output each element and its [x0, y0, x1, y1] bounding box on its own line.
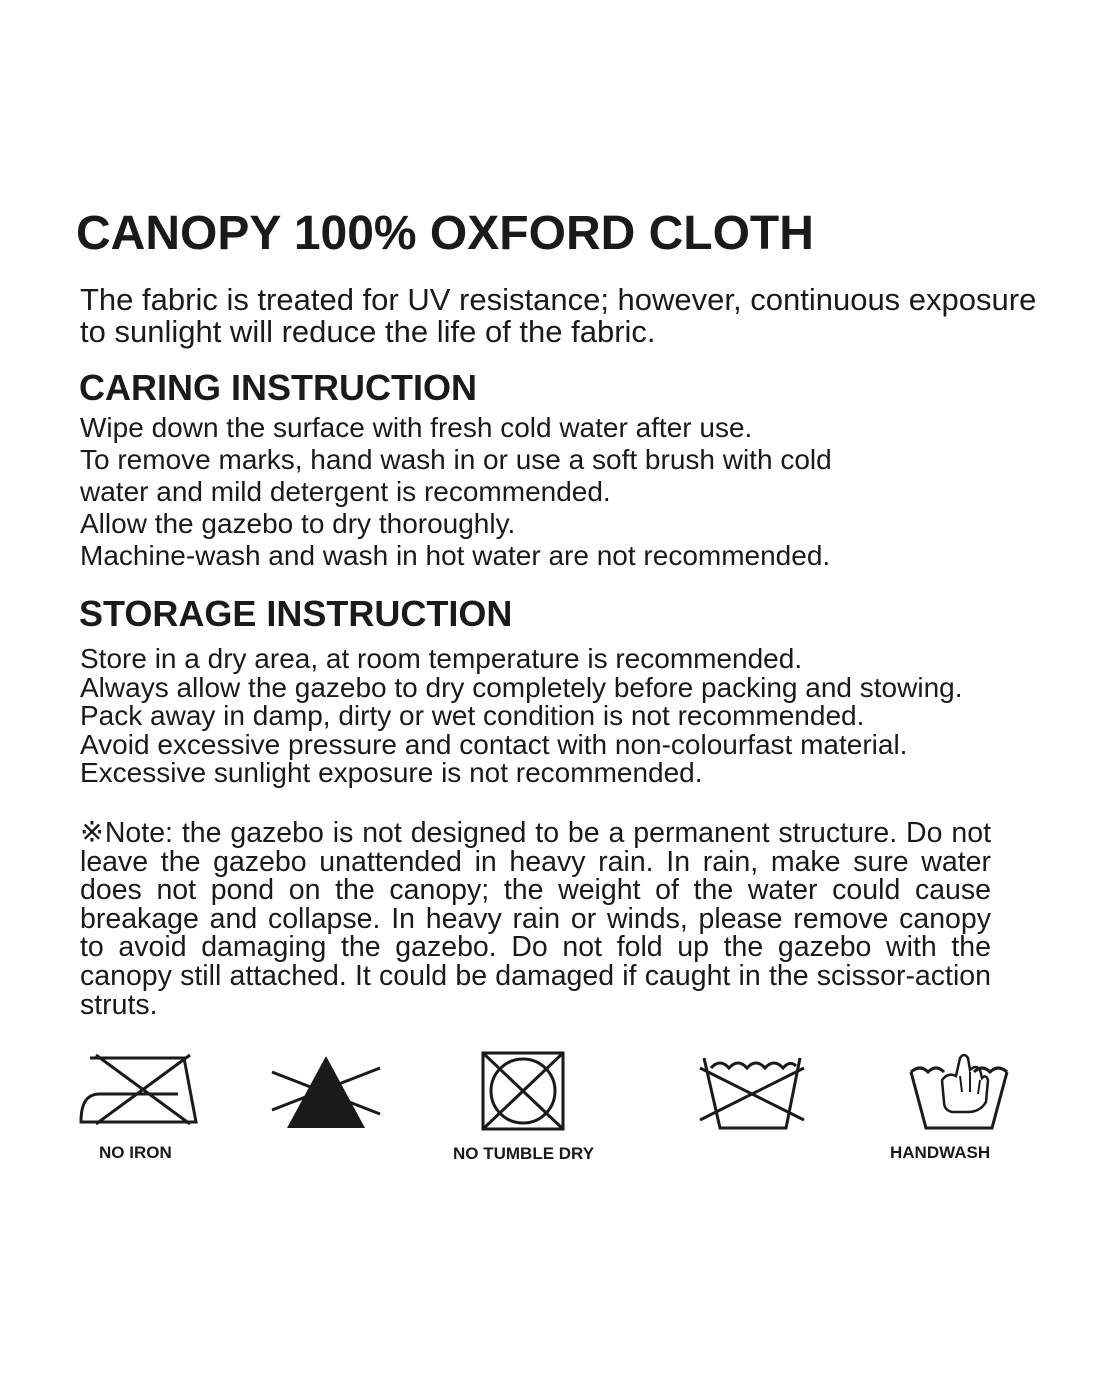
page-title: CANOPY 100% OXFORD CLOTH [76, 207, 814, 260]
handwash-icon [908, 1050, 1010, 1132]
storage-line: Excessive sunlight exposure is not recommended. [80, 757, 703, 789]
intro-paragraph: The fabric is treated for UV resistance; however, continuous exposure to sunlight will reduce the life of the fabric. [80, 282, 1037, 349]
caring-line: To remove marks, hand wash in or use a soft brush with cold [80, 444, 832, 475]
storage-instructions [80, 645, 963, 788]
no-machine-wash-icon [698, 1052, 806, 1132]
caring-line: Wipe down the surface with fresh cold water after use. [80, 412, 753, 443]
no-tumble-dry-label: NO TUMBLE DRY [453, 1144, 595, 1163]
caring-instructions [80, 412, 832, 572]
handwash-label: HANDWASH [890, 1143, 991, 1162]
no-bleach-icon [270, 1052, 382, 1130]
note-paragraph: ※Note: the gazebo is not designed to be a permanent structure. Do not leave the gazebo unattended in heavy rain. In rain, make sure water does not pond on the canopy; the weight of the water could cause breakage and collapse. In heavy rain or winds, please remove canopy to avoid damaging the gazebo. Do not fold up the gazebo with the canopy still attached. It could be damaged if caught in the scissor-action struts. [80, 817, 991, 1021]
storage-line: Pack away in damp, dirty or wet condition is not recommended. [80, 700, 865, 732]
caring-line: Machine-wash and wash in hot water are not recommended. [80, 540, 831, 571]
caring-line: Allow the gazebo to dry thoroughly. [80, 508, 516, 539]
storage-line: Always allow the gazebo to dry completely before packing and stowing. [80, 671, 963, 703]
no-iron-icon [78, 1052, 200, 1126]
no-iron-label: NO IRON [99, 1143, 172, 1162]
storage-line: Store in a dry area, at room temperature is recommended. [80, 643, 803, 674]
storage-line: Avoid excessive pressure and contact with non-colourfast material. [80, 728, 908, 760]
caring-heading: CARING INSTRUCTION [79, 367, 477, 408]
no-tumble-dry-icon [478, 1050, 568, 1132]
storage-heading: STORAGE INSTRUCTION [79, 593, 513, 634]
caring-line: water and mild detergent is recommended. [80, 476, 611, 507]
